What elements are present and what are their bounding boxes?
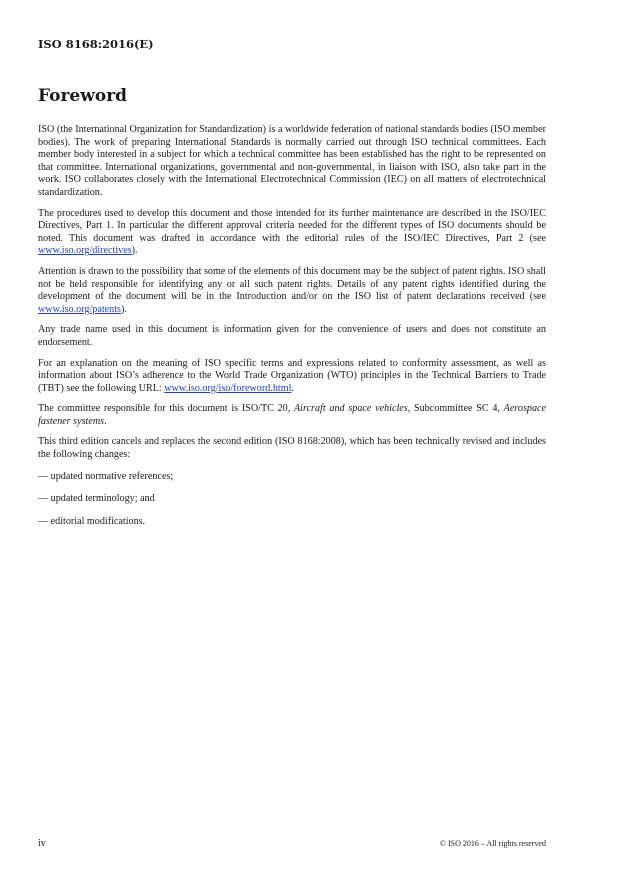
paragraph-committee-end: .	[104, 415, 107, 427]
paragraph-patents-end: ).	[120, 303, 127, 315]
committee-name: Aircraft and space vehicles	[294, 403, 408, 415]
paragraph-committee	[38, 403, 546, 428]
copyright-notice: © ISO 2016 – All rights reserved	[439, 839, 546, 848]
directives-link[interactable]: www.iso.org/directives	[38, 245, 132, 257]
paragraph-procedures-end: ).	[131, 245, 138, 257]
paragraph-conformity	[38, 358, 546, 396]
paragraph-edition: This third edition cancels and replaces the second edition (ISO 8168:2008), which has been technically revised and includes the following changes:	[38, 436, 546, 461]
paragraph-procedures	[38, 208, 546, 258]
list-item: — updated normative references;	[38, 470, 174, 482]
page-number: iv	[38, 838, 46, 849]
page-title: Foreword	[38, 86, 128, 106]
foreword-link[interactable]: www.iso.org/iso/foreword.html	[164, 382, 292, 394]
paragraph-conformity-end: .	[291, 382, 294, 394]
paragraph-committee-middle: , Subcommittee SC 4,	[407, 403, 504, 415]
list-item: — editorial modifications.	[38, 515, 146, 527]
paragraph-committee-text: The committee responsible for this document is ISO/TC 20,	[38, 403, 294, 415]
list-item: — updated terminology; and	[38, 493, 155, 505]
paragraph-procedures-text: The procedures used to develop this document and those intended for its further maintenance are described in the ISO/IEC Directives, Part 1. In particular the different approval criteria needed for the different types of ISO documents should be noted. This document was drafted in accordance with the editorial rules of the ISO/IEC Directives, Part 2 (see	[38, 207, 546, 244]
subcommittee-name: Aerospace fastener systems	[38, 403, 546, 427]
document-id: ISO 8168:2016(E)	[38, 37, 154, 51]
paragraph-conformity-text: For an explanation on the meaning of ISO specific terms and expressions related to conformity assessment, as well as information about ISO’s adherence to the World Trade Organization (WTO) principles in the Technical Barriers to Trade (TBT) see the following URL:	[38, 357, 546, 394]
paragraph-patents-text: Attention is drawn to the possibility that some of the elements of this document may be the subject of patent rights. ISO shall not be held responsible for identifying any or all such patent rights. Details of any patent rights identified during the development of the document will be in the Introduction and/or on the ISO list of patent declarations received (see	[38, 265, 546, 303]
paragraph-trade-name: Any trade name used in this document is information given for the convenience of users and does not constitute an endorsement.	[38, 324, 546, 348]
patents-link[interactable]: www.iso.org/patents	[38, 303, 121, 315]
paragraph-patents	[38, 266, 546, 316]
foreword-body	[38, 124, 546, 538]
paragraph-iso-overview: ISO (the International Organization for Standardization) is a worldwide federation of national standards bodies (ISO member bodies). The work of preparing International Standards is normally carried out through ISO technical committees. Each member body interested in a subject for which a technical committee has been established has the right to be represented on that committee. International organizations, governmental and non-governmental, in liaison with ISO, also take part in the work. ISO collaborates closely with the International Electrotechnical Commission (IEC) on all matters of electrotechnical standardization.	[38, 124, 546, 198]
